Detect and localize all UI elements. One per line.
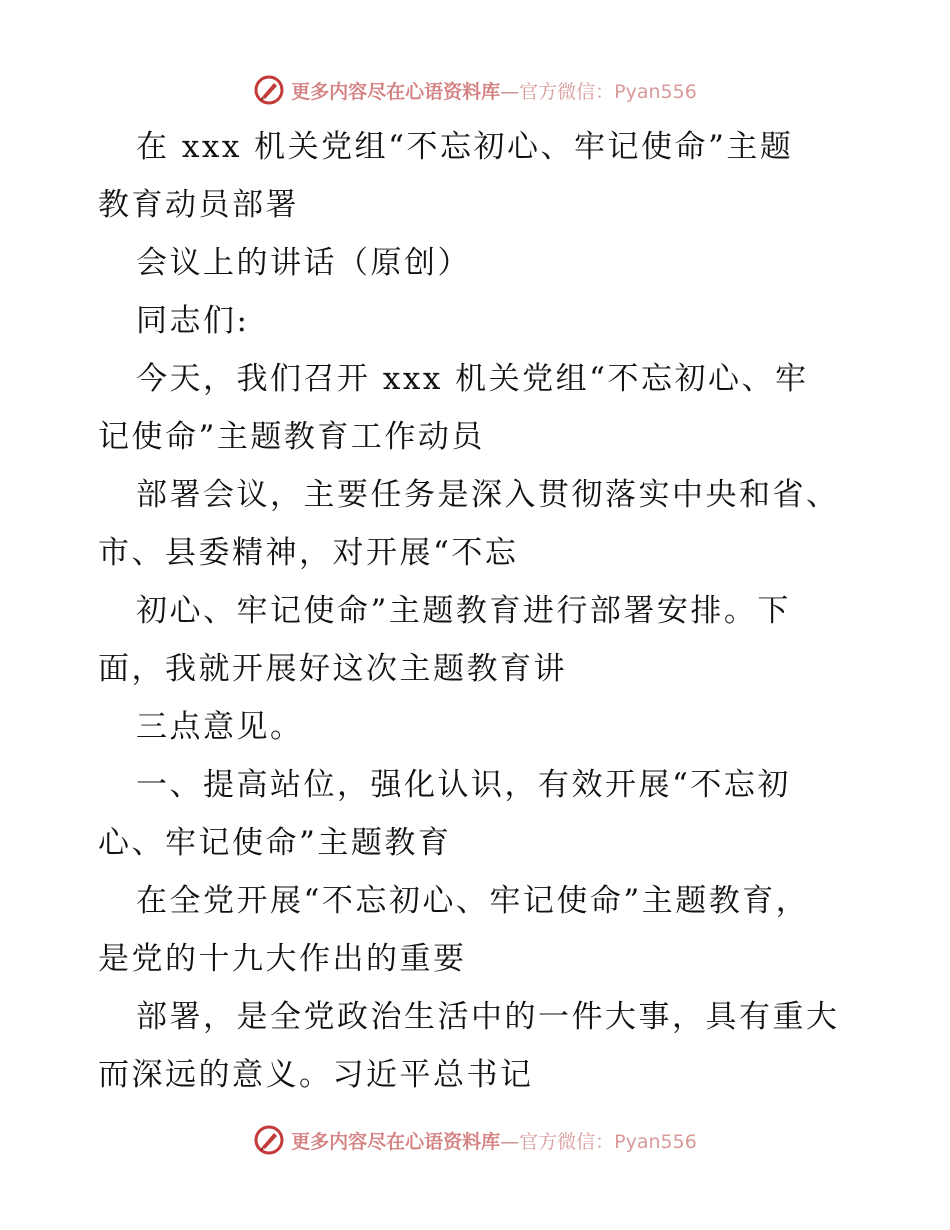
- text-line: 是党的十九大作出的重要: [98, 941, 467, 977]
- text-line: 部署会议，主要任务是深入贯彻落实中央和省、: [136, 477, 840, 513]
- watermark-main: 更多内容尽在心语资料库: [291, 1130, 501, 1153]
- text-line: 市、县委精神，对开展“不忘: [98, 535, 519, 571]
- watermark-contact: 官方微信：Pyan556: [519, 80, 697, 103]
- text-line: 而深远的意义。习近平总书记: [98, 1057, 534, 1093]
- text-line: 一、提高站位，强化认识，有效开展“不忘初: [136, 767, 791, 803]
- footer-watermark: [0, 1122, 950, 1158]
- text-line: 在 xxx 机关党组“不忘初心、牢记使命”主题: [136, 129, 794, 165]
- text-line: 会议上的讲话（原创）: [136, 245, 471, 281]
- watermark-separator: —: [500, 80, 520, 103]
- watermark-main: 更多内容尽在心语资料库: [291, 80, 501, 103]
- watermark-separator: —: [500, 1130, 520, 1153]
- watermark-contact: 官方微信：Pyan556: [519, 1130, 697, 1153]
- pen-logo-icon: [253, 74, 285, 106]
- watermark-text: [291, 1127, 697, 1154]
- watermark-text: [291, 77, 697, 104]
- text-line: 三点意见。: [136, 709, 304, 745]
- text-line: 部署，是全党政治生活中的一件大事，具有重大: [136, 999, 840, 1035]
- text-line: 同志们:: [136, 303, 250, 339]
- document-body: [98, 118, 858, 1104]
- text-line: 记使命”主题教育工作动员: [98, 419, 485, 455]
- pen-logo-icon: [253, 1124, 285, 1156]
- text-line: 心、牢记使命”主题教育: [98, 825, 452, 861]
- text-line: 初心、牢记使命”主题教育进行部署安排。下: [136, 593, 791, 629]
- text-line: 面，我就开展好这次主题教育讲: [98, 651, 567, 687]
- text-line: 在全党开展“不忘初心、牢记使命”主题教育，: [136, 883, 810, 919]
- header-watermark: [0, 72, 950, 108]
- text-line: 教育动员部署: [98, 187, 299, 223]
- text-line: 今天，我们召开 xxx 机关党组“不忘初心、牢: [136, 361, 809, 397]
